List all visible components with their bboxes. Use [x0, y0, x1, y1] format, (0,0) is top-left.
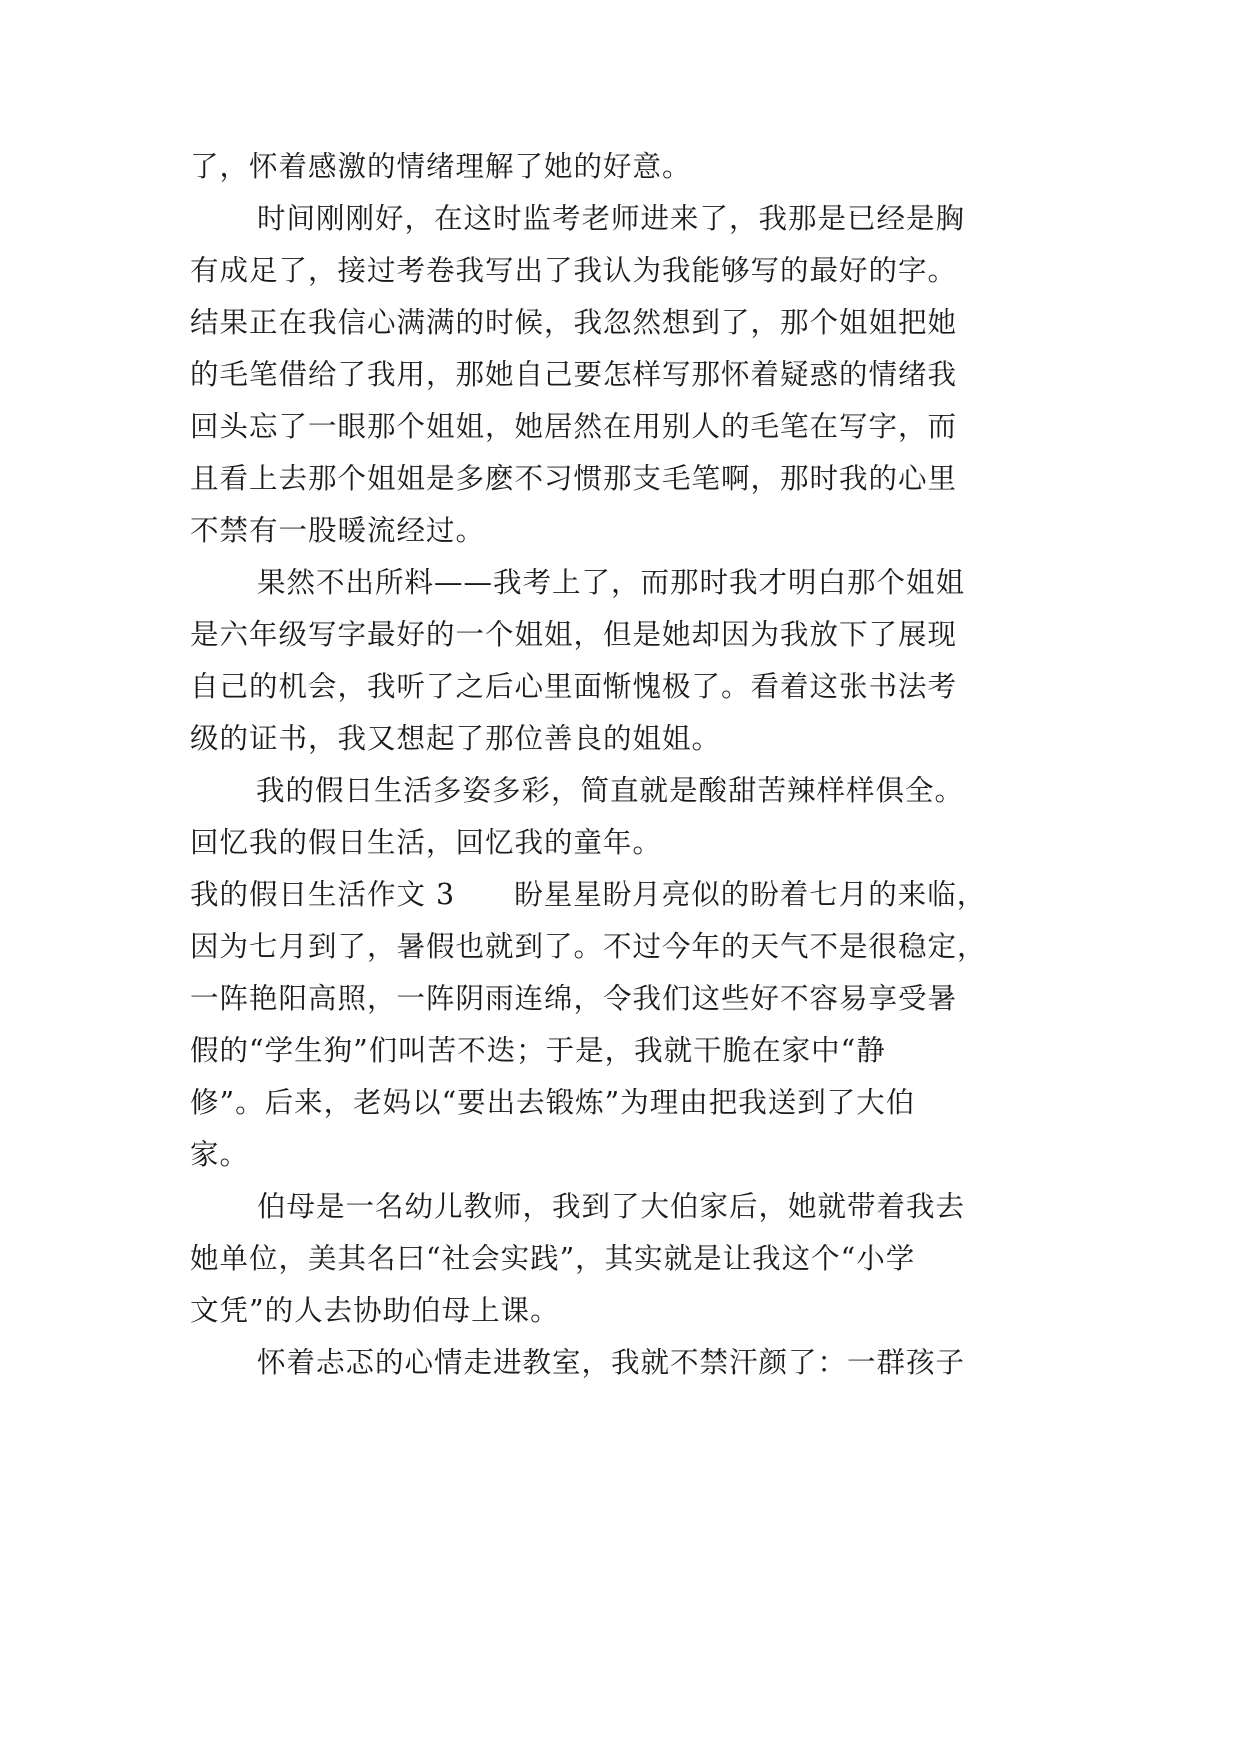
text-line: 我的假日生活作文 3 盼星星盼月亮似的盼着七月的来临， — [190, 878, 987, 911]
text-line: 因为七月到了，暑假也就到了。不过今年的天气不是很稳定， — [190, 930, 987, 963]
text-line: 的毛笔借给了我用，那她自己要怎样写那怀着疑惑的情绪我 — [190, 358, 958, 391]
text-line: 结果正在我信心满满的时候，我忽然想到了，那个姐姐把她 — [190, 306, 958, 339]
text-line: 时间刚刚好，在这时监考老师进来了，我那是已经是胸 — [257, 202, 966, 235]
text-line: 我的假日生活多姿多彩，简直就是酸甜苦辣样样俱全。 — [256, 774, 965, 807]
text-line: 假的“学生狗”们叫苦不迭；于是，我就干脆在家中“静 — [190, 1034, 886, 1067]
text-line: 怀着忐忑的心情走进教室，我就不禁汗颜了：一群孩子 — [257, 1346, 966, 1379]
text-line: 级的证书，我又想起了那位善良的姐姐。 — [190, 722, 722, 755]
text-line: 自己的机会，我听了之后心里面惭愧极了。看着这张书法考 — [190, 670, 958, 703]
text-line: 且看上去那个姐姐是多麽不习惯那支毛笔啊，那时我的心里 — [190, 462, 958, 495]
text-line: 家。 — [190, 1138, 250, 1171]
text-line: 修”。后来，老妈以“要出去锻炼”为理由把我送到了大伯 — [190, 1086, 916, 1119]
text-line: 不禁有一股暖流经过。 — [190, 514, 486, 547]
text-line: 回忆我的假日生活，回忆我的童年。 — [190, 826, 663, 859]
text-line: 了，怀着感激的情绪理解了她的好意。 — [190, 150, 692, 183]
text-line: 果然不出所料——我考上了，而那时我才明白那个姐姐 — [257, 566, 966, 599]
text-line: 伯母是一名幼儿教师，我到了大伯家后，她就带着我去 — [257, 1190, 966, 1223]
text-line: 是六年级写字最好的一个姐姐，但是她却因为我放下了展现 — [190, 618, 958, 651]
text-line: 一阵艳阳高照，一阵阴雨连绵，令我们这些好不容易享受暑 — [190, 982, 958, 1015]
text-line: 文凭”的人去协助伯母上课。 — [190, 1294, 560, 1327]
text-line: 她单位，美其名曰“社会实践”，其实就是让我这个“小学 — [190, 1242, 916, 1275]
text-line: 有成足了，接过考卷我写出了我认为我能够写的最好的字。 — [190, 254, 958, 287]
text-line: 回头忘了一眼那个姐姐，她居然在用别人的毛笔在写字，而 — [190, 410, 958, 443]
